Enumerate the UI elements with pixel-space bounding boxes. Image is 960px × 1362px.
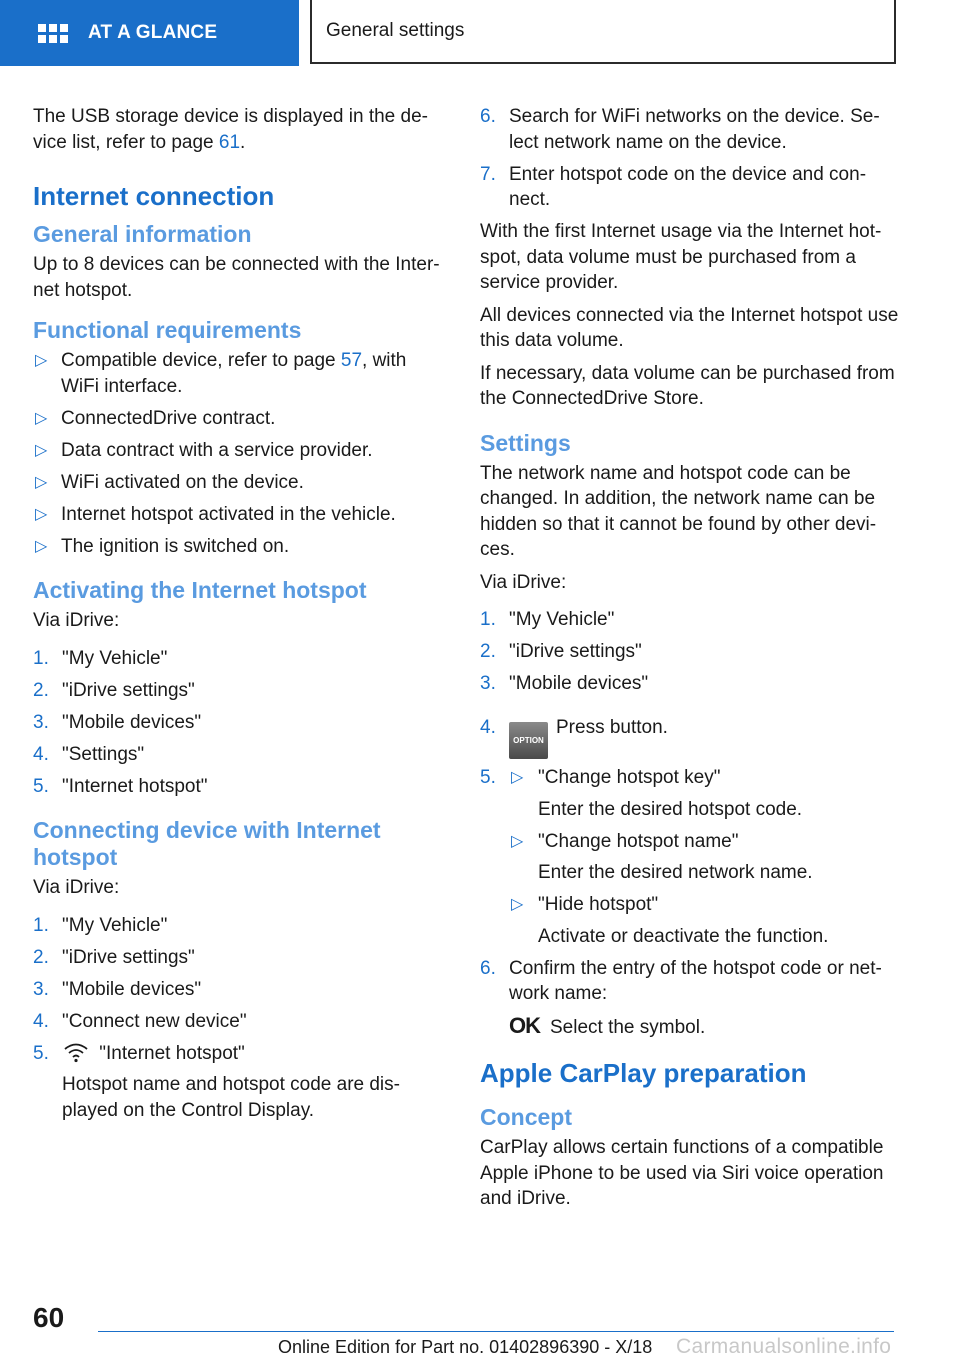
list-item xyxy=(509,829,900,886)
heading-functional-requirements: Functional requirements xyxy=(33,317,302,343)
step-note: Hotspot name and hotspot code are dis‐played on the Control Display. xyxy=(62,1074,400,1121)
triangle-bullet-icon: ▷ xyxy=(35,409,48,427)
req-text: The ignition is switched on. xyxy=(61,535,290,557)
step-text: "Mobile devices" xyxy=(509,673,649,694)
left-column xyxy=(33,104,448,1130)
list-item: 1. "My Vehicle" xyxy=(33,647,168,669)
triangle-bullet-icon: ▷ xyxy=(511,896,524,913)
heading-activating-hotspot: Activating the Internet hotspot xyxy=(33,577,367,603)
list-item xyxy=(33,534,448,560)
triangle-bullet-icon: ▷ xyxy=(511,832,524,850)
triangle-bullet-icon: ▷ xyxy=(35,441,48,459)
req-text: ConnectedDrive contract. xyxy=(61,407,276,429)
list-item: 5. "Internet hotspot" Hotspot name and hotspot code are dis‐played on the Control Display. xyxy=(33,1041,448,1124)
wifi-icon xyxy=(62,1041,90,1063)
list-item: 2. "iDrive settings" xyxy=(33,946,195,968)
option-button-icon[interactable]: OPTION xyxy=(509,722,548,759)
list-item xyxy=(33,470,448,496)
via-idrive-label: Via iDrive: xyxy=(33,877,120,898)
usb-intro-end: . xyxy=(240,131,246,153)
settings-text: The network name and hotspot code can be changed. In addition, the network name can be hidden so that it cannot be found by other devi‐ces. xyxy=(480,462,877,560)
list-item: 4. "Connect new device" xyxy=(33,1010,247,1032)
grid-icon xyxy=(38,24,68,43)
option-detail: Enter the desired hotspot code. xyxy=(538,798,803,820)
usb-intro-paragraph xyxy=(33,104,448,155)
req-text: Internet hotspot activated in the vehicle. xyxy=(61,503,396,525)
req-text: , with WiFi interface. xyxy=(61,350,407,397)
step-text: "My Vehicle" xyxy=(509,609,615,630)
shared-volume-paragraph: All devices connected via the Internet hotspot use this data volume. xyxy=(480,304,899,351)
data-volume-paragraph: With the first Internet usage via the Internet hot‐spot, data volume must be purchased from a service provider. xyxy=(480,221,882,293)
heading-apple-carplay: Apple CarPlay preparation xyxy=(480,1058,807,1088)
triangle-bullet-icon: ▷ xyxy=(35,537,48,555)
req-text: Compatible device, refer to page xyxy=(61,350,341,371)
step-text: "My Vehicle" xyxy=(62,647,168,669)
step-text: "iDrive settings" xyxy=(62,679,195,701)
list-item: 3. "Mobile devices" xyxy=(33,978,202,1000)
list-item: 4. "Settings" xyxy=(33,743,145,765)
step-text: "Connect new device" xyxy=(62,1010,247,1032)
triangle-bullet-icon: ▷ xyxy=(511,769,524,786)
concept-text: CarPlay allows certain functions of a compatible Apple iPhone to be used via Siri voice operation and iDrive. xyxy=(480,1137,884,1209)
at-a-glance-tab[interactable] xyxy=(0,0,299,66)
purchase-paragraph: If necessary, data volume can be purchased from the ConnectedDrive Store. xyxy=(480,362,895,409)
heading-connecting-device: Connecting device with Internet hotspot xyxy=(33,817,381,870)
step-text: Press button. xyxy=(556,716,668,738)
page-number: 60 xyxy=(33,1302,65,1333)
settings-steps-list xyxy=(480,607,900,1040)
watermark: Carmanualsonline.info xyxy=(676,1335,892,1358)
list-item xyxy=(509,765,900,822)
option-detail: Activate or deactivate the function. xyxy=(538,925,829,947)
list-item: 7. Enter hotspot code on the device and con‐nect. xyxy=(480,163,867,210)
chapter-title-tab xyxy=(310,0,896,64)
heading-concept: Concept xyxy=(480,1104,572,1130)
list-item: 3. "Mobile devices" xyxy=(480,673,649,694)
list-item xyxy=(33,348,448,399)
list-item xyxy=(33,438,448,464)
step-text: "Internet hotspot" xyxy=(62,775,208,797)
step-text: "Settings" xyxy=(62,743,145,765)
heading-internet-connection: Internet connection xyxy=(33,181,275,211)
step-note: Select the symbol. xyxy=(550,1016,706,1038)
triangle-bullet-icon: ▷ xyxy=(35,473,48,491)
via-idrive-label: Via iDrive: xyxy=(33,610,120,631)
page-link-57[interactable]: 57 xyxy=(340,350,363,371)
page-link-61[interactable]: 61 xyxy=(218,131,241,153)
list-item: 1. "My Vehicle" xyxy=(33,914,168,936)
step-text: "Internet hotspot" xyxy=(99,1042,245,1064)
triangle-bullet-icon: ▷ xyxy=(35,505,48,523)
step-text: Enter hotspot code on the device and con‐nect. xyxy=(509,163,867,210)
at-a-glance-label: AT A GLANCE xyxy=(88,22,218,43)
list-item: 6. Search for WiFi networks on the device. Se‐lect network name on the device. xyxy=(480,106,880,153)
option-text: "Change hotspot key" xyxy=(538,767,721,788)
step-text: "Mobile devices" xyxy=(62,978,202,1000)
requirements-list xyxy=(33,348,448,559)
heading-settings: Settings xyxy=(480,429,571,456)
option-text: "Hide hotspot" xyxy=(538,894,659,915)
ok-icon[interactable]: OK xyxy=(509,1012,540,1038)
general-information-text: Up to 8 devices can be connected with the Inter‐net hotspot. xyxy=(33,254,440,301)
option-text: "Change hotspot name" xyxy=(538,830,739,852)
option-detail: Enter the desired network name. xyxy=(538,862,813,883)
list-item xyxy=(33,406,448,432)
usb-intro-text: The USB storage device is displayed in the de‐vice list, refer to page xyxy=(33,106,428,153)
step-text: "My Vehicle" xyxy=(62,914,168,936)
right-column xyxy=(480,104,900,1219)
connect-steps-continued xyxy=(480,104,900,213)
list-item xyxy=(33,502,448,528)
step-text: "iDrive settings" xyxy=(62,946,195,968)
page-header xyxy=(0,0,960,66)
list-item: 5. ▷ "Change hotspot key" Enter the desired hotspot code. ▷ "Change hotspot name" Enter the desired network name. ▷ "Hide hotspot" Activate or deactivate the function. xyxy=(480,765,900,949)
edition-text: Online Edition for Part no. 01402896390 - X/18 xyxy=(278,1337,653,1357)
req-text: Data contract with a service provider. xyxy=(61,439,373,461)
via-idrive-label: Via iDrive: xyxy=(480,571,567,593)
triangle-bullet-icon: ▷ xyxy=(35,352,48,369)
step-text: "iDrive settings" xyxy=(509,641,642,662)
step-text: "Mobile devices" xyxy=(62,711,202,733)
activate-steps-list xyxy=(33,646,448,800)
sub-options-list xyxy=(509,765,900,949)
step-text: Confirm the entry of the hotspot code or net‐work name: xyxy=(509,957,882,1004)
list-item: 1. "My Vehicle" xyxy=(480,609,615,630)
connect-steps-list xyxy=(33,913,448,1124)
footer-divider xyxy=(98,1331,894,1332)
list-item: 4. OPTIONPress button. xyxy=(480,715,900,759)
list-item: 2. "iDrive settings" xyxy=(480,641,642,662)
req-text: WiFi activated on the device. xyxy=(61,471,304,493)
list-item xyxy=(509,892,900,949)
list-item: 2. "iDrive settings" xyxy=(33,679,195,701)
list-item: 6. Confirm the entry of the hotspot code or net‐work name: OK Select the symbol. xyxy=(480,957,882,1038)
list-item: 5. "Internet hotspot" xyxy=(33,775,208,797)
chapter-title: General settings xyxy=(326,20,465,41)
heading-general-information: General information xyxy=(33,221,252,247)
list-item: 3. "Mobile devices" xyxy=(33,711,202,733)
step-text: Search for WiFi networks on the device. Se‐lect network name on the device. xyxy=(509,106,880,153)
